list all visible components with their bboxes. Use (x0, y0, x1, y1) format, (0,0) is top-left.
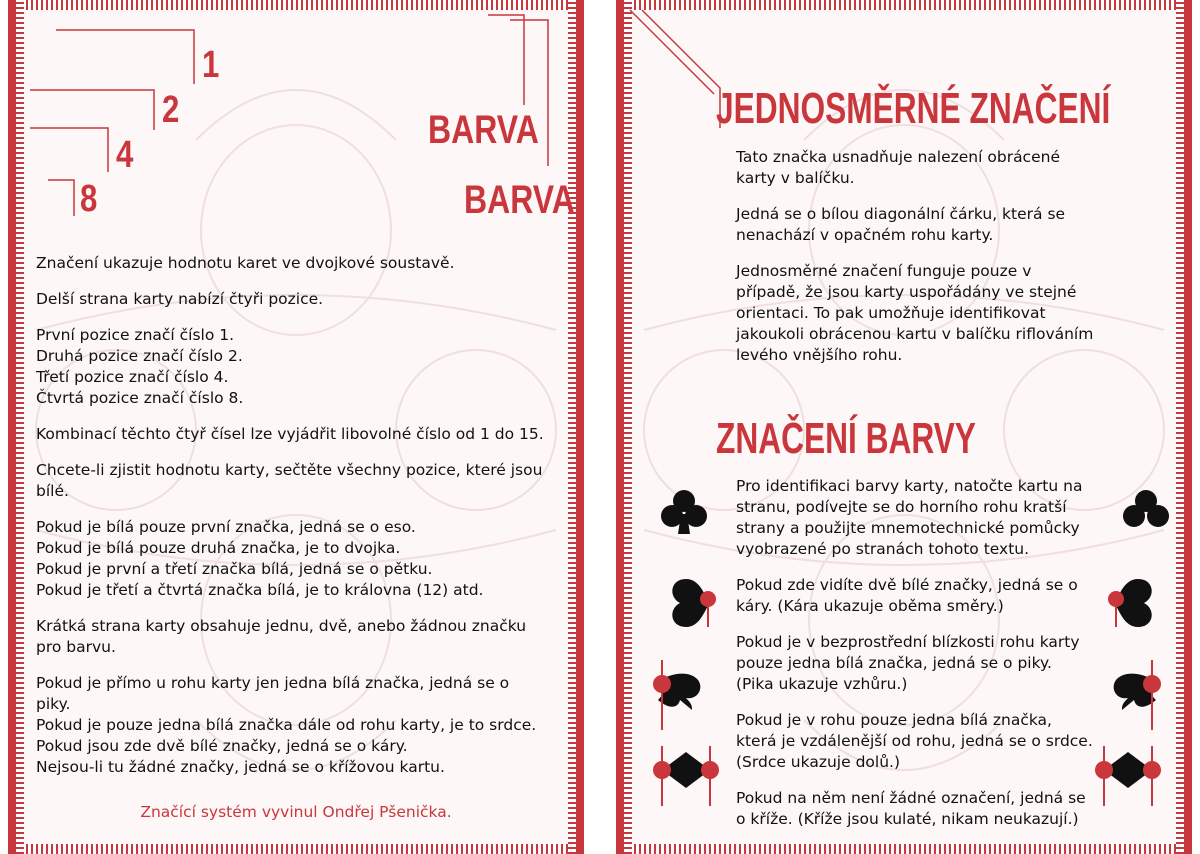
text-line: piky. (36, 695, 71, 713)
text-line: Krátká strana karty obsahuje jednu, dvě, anebo žádnou značku (36, 617, 527, 635)
text-line: pro barvu. (36, 638, 116, 656)
paragraph (36, 424, 576, 445)
text-line: strany a použijte mnemotechnické pomůcky (736, 519, 1080, 537)
text-line: vyobrazené po stranách tohoto textu. (736, 540, 1030, 558)
text-line: káry. (Kára ukazuje oběma směry.) (736, 597, 1004, 615)
text-line: Pokud je bílá pouze první značka, jedná se o eso. (36, 518, 416, 536)
paragraph (736, 147, 1176, 189)
text-line: Pokud je v bezprostřední blízkosti rohu karty (736, 633, 1080, 651)
text-line: pouze jedna bílá značka, jedná se o piky. (736, 654, 1052, 672)
card-left-border (624, 0, 632, 854)
paragraph (36, 673, 576, 778)
heart-icon (1100, 575, 1172, 627)
text-line: levého vnějšího rohu. (736, 346, 903, 364)
heading-one-way-marking: JEDNOSMĚRNÉ ZNAČENÍ (716, 84, 1111, 133)
one-way-text (736, 147, 1176, 366)
text-line: Nejsou-li tu žádné značky, jedná se o křížovou kartu. (36, 758, 445, 776)
position-number-2: 2 (162, 89, 180, 131)
text-line: Druhá pozice značí číslo 2. (36, 347, 243, 365)
text-line: jakoukoli obrácenou kartu v balíčku riflováním (736, 325, 1094, 343)
text-line: Pokud je třetí a čtvrtá značka bílá, je to královna (12) atd. (36, 581, 484, 599)
text-line: Pokud je pouze jedna bílá značka dále od rohu karty, je to srdce. (36, 716, 537, 734)
card-top-border (16, 0, 576, 10)
text-line: Pokud je přímo u rohu karty jen jedna bílá značka, jedná se o (36, 674, 510, 692)
text-line: Pro identifikaci barvy karty, natočte kartu na (736, 477, 1083, 495)
paragraph (736, 261, 1176, 366)
suit-label-1: BARVA (428, 108, 539, 152)
text-line: Pokud na něm není žádné označení, jedná se (736, 789, 1086, 807)
text-line: případě, že jsou karty uspořádány ve stejné (736, 283, 1077, 301)
paragraph (736, 204, 1176, 246)
text-line: Pokud je první a třetí značka bílá, jedná se o pětku. (36, 560, 433, 578)
spade-icon (634, 660, 714, 730)
paragraph (36, 325, 576, 409)
card-left-border (16, 0, 24, 854)
position-number-8: 8 (80, 178, 98, 220)
club-icon (654, 486, 714, 538)
text-line: stranu, podívejte se do horního rohu kratší (736, 498, 1067, 516)
paragraph (36, 253, 576, 274)
paragraph (36, 517, 576, 601)
paragraph (36, 460, 576, 502)
credit-line: Značící systém vyvinul Ondřej Pšenička. (140, 803, 452, 821)
left-card (8, 0, 584, 854)
text-line: karty v balíčku. (736, 169, 855, 187)
text-line: Delší strana karty nabízí čtyři pozice. (36, 290, 324, 308)
card-top-border (624, 0, 1184, 10)
text-line: (Pika ukazuje vzhůru.) (736, 675, 908, 693)
diamond-icon (1090, 746, 1180, 806)
text-line: Jednosměrné značení funguje pouze v (736, 262, 1032, 280)
club-icon (1116, 486, 1176, 538)
text-line: která je vzdálenější od rohu, jedná se o srdce. (736, 732, 1093, 750)
text-line: o kříže. (Kříže jsou kulaté, nikam neukazují.) (736, 810, 1079, 828)
text-line: Pokud je v rohu pouze jedna bílá značka, (736, 711, 1052, 729)
left-body-text (36, 253, 576, 778)
text-line: bílé. (36, 482, 69, 500)
heart-icon (652, 575, 724, 627)
position-number-1: 1 (202, 44, 220, 86)
text-line: (Srdce ukazuje dolů.) (736, 753, 900, 771)
paragraph (736, 476, 1176, 560)
text-line: Pokud jsou zde dvě bílé značky, jedná se o káry. (36, 737, 408, 755)
text-line: Čtvrtá pozice značí číslo 8. (36, 389, 244, 407)
text-line: Chcete-li zjistit hodnotu karty, sečtěte všechny pozice, které jsou (36, 461, 543, 479)
card-bottom-border (624, 844, 1184, 854)
text-line: Pokud zde vidíte dvě bílé značky, jedná se o (736, 576, 1078, 594)
diamond-icon (634, 746, 724, 806)
right-card (616, 0, 1192, 854)
text-line: Značení ukazuje hodnotu karet ve dvojkové soustavě. (36, 254, 455, 272)
position-number-4: 4 (116, 134, 134, 176)
text-line: První pozice značí číslo 1. (36, 326, 235, 344)
text-line: Třetí pozice značí číslo 4. (36, 368, 229, 386)
spade-icon (1100, 660, 1180, 730)
paragraph (36, 616, 576, 658)
card-bottom-border (16, 844, 576, 854)
heading-suit-marking: ZNAČENÍ BARVY (716, 414, 976, 463)
text-line: Jedná se o bílou diagonální čárku, která se (736, 205, 1066, 223)
text-line: orientaci. To pak umožňuje identifikovat (736, 304, 1046, 322)
text-line: Pokud je bílá pouze druhá značka, je to dvojka. (36, 539, 401, 557)
text-line: Tato značka usnadňuje nalezení obrácené (736, 148, 1060, 166)
text-line: Kombinací těchto čtyř čísel lze vyjádřit libovolné číslo od 1 do 15. (36, 425, 544, 443)
text-line: nenachází v opačném rohu karty. (736, 226, 994, 244)
suit-label-2: BARVA (464, 178, 575, 222)
paragraph (36, 289, 576, 310)
